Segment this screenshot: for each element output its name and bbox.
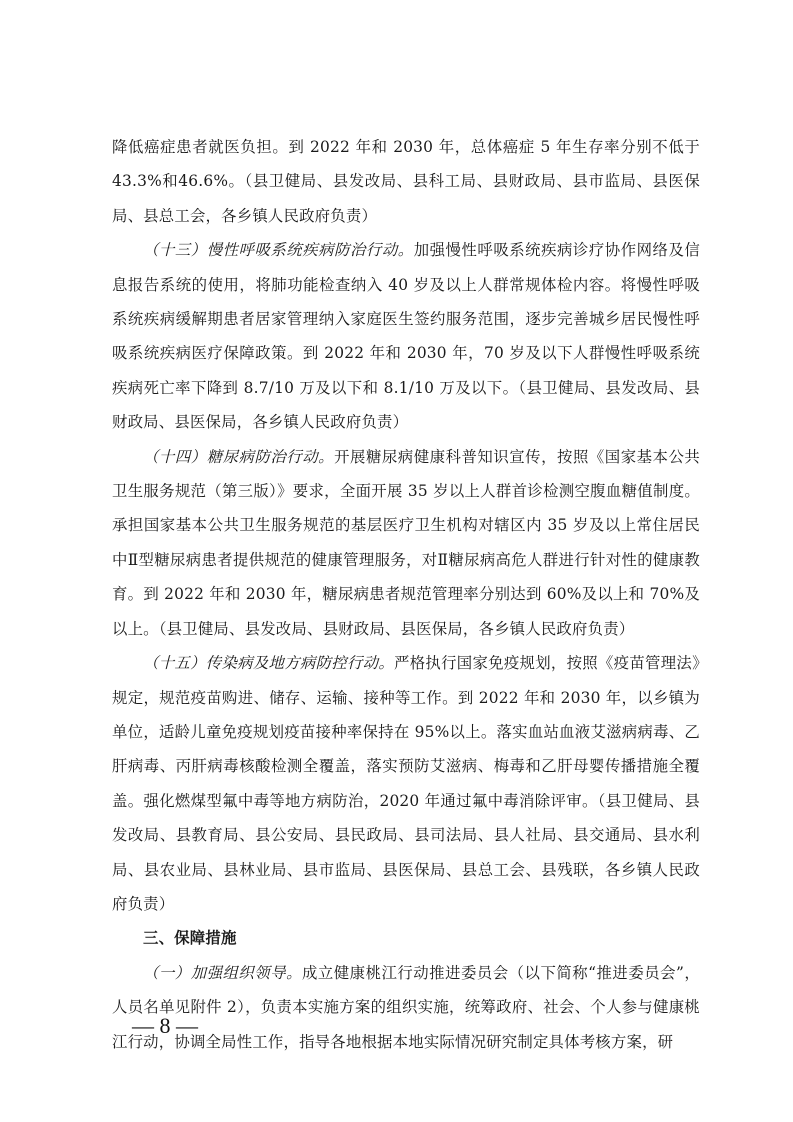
paragraph-lead: （一）加强组织领导。 <box>143 963 302 982</box>
paragraph-cancer-continued <box>112 130 700 233</box>
paragraph-infectious-disease <box>112 646 700 921</box>
paragraph-text: 加强慢性呼吸系统疾病诊疗协作网络及信息报告系统的使用，将肺功能检查纳入 40 岁及以上人群常规体检内容。将慢性呼吸系统疾病缓解期患者居家管理纳入家庭医生签约服务范围，逐步完善城乡居民慢性呼吸系统疾病医疗保障政策。到 2022 年和 2030 年，70 岁及以下人群慢性呼吸系统疾病死亡率下降到 8.7/10 万及以下和 8.1/10 万及以下。（县卫健局、县发改局、县财政局、县医保局，各乡镇人民政府负责） <box>112 241 700 432</box>
paragraph-diabetes <box>112 440 700 646</box>
paragraph-lead: （十三）慢性呼吸系统疾病防治行动。 <box>143 241 414 260</box>
paragraph-text: 降低癌症患者就医负担。到 2022 年和 2030 年，总体癌症 5 年生存率分别不低于 43.3%和46.6%。（县卫健局、县发改局、县科工局、县财政局、县市监局、县医保局、县总工会，各乡镇人民政府负责） <box>112 138 700 225</box>
paragraph-lead: （十四）糖尿病防治行动。 <box>143 447 335 466</box>
document-body <box>112 130 700 1059</box>
paragraph-lead: （十五）传染病及地方病防控行动。 <box>143 654 395 673</box>
paragraph-organization <box>112 956 700 1059</box>
paragraph-text: 严格执行国家免疫规划，按照《疫苗管理法》规定，规范疫苗购进、储存、运输、接种等工作。到 2022 年和 2030 年，以乡镇为单位，适龄儿童免疫规划疫苗接种率保持在 95%以上。落实血站血液艾滋病病毒、乙肝病毒、丙肝病毒核酸检测全覆盖，落实预防艾滋病、梅毒和乙肝母婴传播措施全覆盖。强化燃煤型氟中毒等地方病防治，2020 年通过氟中毒消除评审。（县卫健局、县发改局、县教育局、县公安局、县民政局、县司法局、县人社局、县交通局、县水利局、县农业局、县林业局、县市监局、县医保局、县总工会、县残联，各乡镇人民政府负责） <box>112 654 700 913</box>
paragraph-text: 开展糖尿病健康科普知识宣传，按照《国家基本公共卫生服务规范（第三版）》要求，全面开展 35 岁以上人群首诊检测空腹血糖值制度。承担国家基本公共卫生服务规范的基层医疗卫生机构对辖区内 35 岁及以上常住居民中Ⅱ型糖尿病患者提供规范的健康管理服务，对Ⅱ糖尿病高危人群进行针对性的健康教育。到 2022 年和 2030 年，糖尿病患者规范管理率分别达到 60%及以上和 70%及以上。（县卫健局、县发改局、县财政局、县医保局，各乡镇人民政府负责） <box>112 447 700 638</box>
page-number: — 8 — <box>132 1013 198 1038</box>
paragraph-respiratory <box>112 233 700 439</box>
section-heading: 三、保障措施 <box>143 929 237 948</box>
paragraph-text: 成立健康桃江行动推进委员会（以下简称“推进委员会”，人员名单见附件 2），负责本实施方案的组织实施，统筹政府、社会、个人参与健康桃江行动，协调全局性工作，指导各地根据本地实际情况研究制定具体考核方案，研 <box>112 963 700 1051</box>
